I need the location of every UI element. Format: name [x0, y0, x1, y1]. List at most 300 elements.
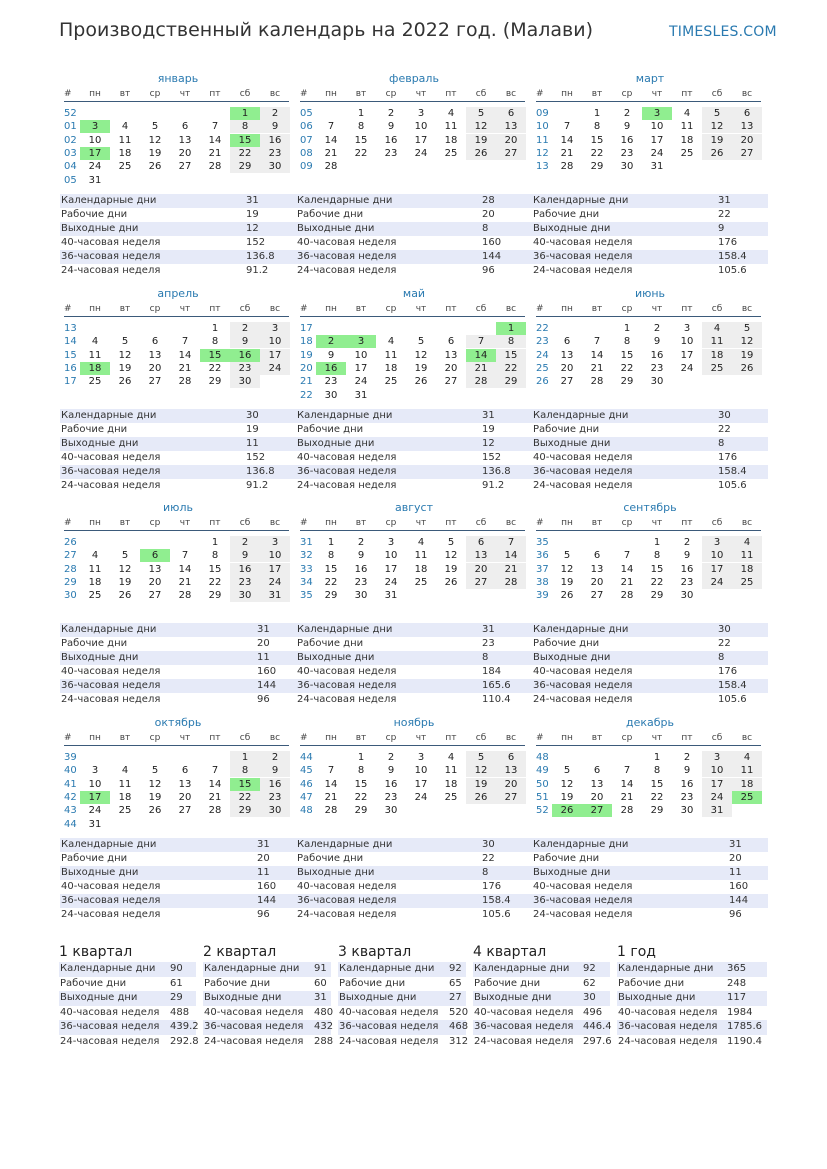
weekend-day-cell[interactable]: 18	[702, 349, 732, 362]
day-cell[interactable]: 3	[417, 752, 425, 763]
day-cell[interactable]: 19	[148, 791, 162, 803]
day-cell[interactable]: 30	[680, 590, 694, 602]
weekend-day-cell[interactable]: 21	[466, 362, 496, 375]
day-cell[interactable]: 4	[447, 752, 455, 763]
day-cell[interactable]: 16	[384, 778, 398, 790]
day-cell[interactable]: 8	[211, 550, 219, 562]
day-cell[interactable]: 1	[593, 108, 601, 119]
day-cell[interactable]: 10	[354, 349, 368, 361]
weekend-day-cell[interactable]: 10	[260, 549, 290, 562]
day-cell[interactable]: 23	[620, 147, 634, 159]
day-cell[interactable]: 4	[683, 108, 691, 119]
weekend-day-cell[interactable]: 12	[466, 120, 496, 133]
day-cell[interactable]: 1	[653, 537, 661, 548]
day-cell[interactable]: 22	[208, 576, 222, 588]
day-cell[interactable]: 28	[560, 161, 574, 173]
day-cell[interactable]: 30	[680, 805, 694, 817]
day-cell[interactable]: 21	[560, 147, 574, 159]
day-cell[interactable]: 13	[148, 349, 162, 361]
day-cell[interactable]: 23	[650, 362, 664, 374]
weekend-day-cell[interactable]: 31	[260, 589, 290, 602]
weekend-day-cell[interactable]: 4	[732, 751, 762, 764]
weekend-day-cell[interactable]: 5	[702, 107, 732, 120]
day-cell[interactable]: 24	[88, 161, 102, 173]
day-cell[interactable]: 13	[590, 563, 604, 575]
weekend-day-cell[interactable]: 27	[732, 147, 762, 160]
weekend-day-cell[interactable]: 6	[496, 107, 526, 120]
day-cell[interactable]: 12	[444, 550, 458, 562]
weekend-day-cell[interactable]: 27	[496, 791, 526, 804]
weekend-day-cell[interactable]: 20	[466, 563, 496, 576]
weekend-day-cell[interactable]: 25	[732, 576, 762, 589]
weekend-day-cell[interactable]: 1	[230, 751, 260, 764]
weekend-day-cell[interactable]: 26	[466, 147, 496, 160]
day-cell[interactable]: 2	[623, 108, 631, 119]
day-cell[interactable]: 10	[414, 121, 428, 133]
weekend-day-cell[interactable]: 19	[732, 349, 762, 362]
day-cell[interactable]: 21	[178, 362, 192, 374]
weekend-day-cell[interactable]: 9	[260, 120, 290, 133]
day-cell[interactable]: 6	[181, 765, 189, 777]
weekend-day-cell[interactable]: 23	[230, 362, 260, 375]
holiday-day-cell[interactable]: 3	[642, 107, 672, 120]
weekend-day-cell[interactable]: 7	[466, 335, 496, 348]
day-cell[interactable]: 30	[620, 161, 634, 173]
day-cell[interactable]: 4	[121, 765, 129, 777]
weekend-day-cell[interactable]: 26	[466, 791, 496, 804]
day-cell[interactable]: 13	[148, 563, 162, 575]
day-cell[interactable]: 27	[444, 376, 458, 388]
weekend-day-cell[interactable]: 2	[260, 107, 290, 120]
weekend-day-cell[interactable]: 17	[260, 349, 290, 362]
weekend-day-cell[interactable]: 14	[496, 549, 526, 562]
holiday-day-cell[interactable]: 27	[582, 804, 612, 817]
weekend-day-cell[interactable]: 22	[496, 362, 526, 375]
weekend-day-cell[interactable]: 16	[230, 563, 260, 576]
day-cell[interactable]: 10	[88, 778, 102, 790]
day-cell[interactable]: 14	[590, 349, 604, 361]
weekend-day-cell[interactable]: 7	[496, 536, 526, 549]
day-cell[interactable]: 31	[88, 818, 102, 830]
weekend-day-cell[interactable]: 18	[732, 563, 762, 576]
day-cell[interactable]: 4	[387, 336, 395, 348]
day-cell[interactable]: 23	[354, 576, 368, 588]
weekend-day-cell[interactable]: 9	[230, 335, 260, 348]
day-cell[interactable]: 6	[447, 336, 455, 348]
day-cell[interactable]: 7	[211, 765, 219, 777]
day-cell[interactable]: 7	[327, 765, 335, 777]
weekend-day-cell[interactable]: 5	[466, 751, 496, 764]
day-cell[interactable]: 10	[414, 765, 428, 777]
day-cell[interactable]: 17	[414, 134, 428, 146]
weekend-day-cell[interactable]: 19	[466, 778, 496, 791]
weekend-day-cell[interactable]: 15	[496, 349, 526, 362]
day-cell[interactable]: 18	[680, 134, 694, 146]
day-cell[interactable]: 19	[148, 147, 162, 159]
day-cell[interactable]: 8	[623, 336, 631, 348]
weekend-day-cell[interactable]: 30	[230, 589, 260, 602]
day-cell[interactable]: 9	[357, 550, 365, 562]
day-cell[interactable]: 5	[121, 550, 129, 562]
site-logo-link[interactable]: TIMESLES.COM	[669, 24, 777, 40]
day-cell[interactable]: 29	[354, 805, 368, 817]
day-cell[interactable]: 15	[354, 134, 368, 146]
day-cell[interactable]: 24	[88, 805, 102, 817]
holiday-day-cell[interactable]: 26	[552, 804, 582, 817]
holiday-day-cell[interactable]: 17	[80, 791, 110, 804]
weekend-day-cell[interactable]: 11	[702, 335, 732, 348]
day-cell[interactable]: 14	[324, 134, 338, 146]
weekend-day-cell[interactable]: 22	[230, 147, 260, 160]
day-cell[interactable]: 22	[208, 362, 222, 374]
day-cell[interactable]: 27	[560, 376, 574, 388]
day-cell[interactable]: 11	[680, 121, 694, 133]
day-cell[interactable]: 5	[563, 765, 571, 777]
day-cell[interactable]: 24	[354, 376, 368, 388]
weekend-day-cell[interactable]: 4	[702, 322, 732, 335]
day-cell[interactable]: 4	[91, 550, 99, 562]
day-cell[interactable]: 1	[211, 537, 219, 548]
day-cell[interactable]: 12	[148, 134, 162, 146]
weekend-day-cell[interactable]: 8	[496, 335, 526, 348]
day-cell[interactable]: 20	[148, 576, 162, 588]
day-cell[interactable]: 1	[653, 752, 661, 763]
day-cell[interactable]: 9	[683, 765, 691, 777]
day-cell[interactable]: 25	[88, 590, 102, 602]
day-cell[interactable]: 28	[590, 376, 604, 388]
day-cell[interactable]: 8	[653, 550, 661, 562]
day-cell[interactable]: 20	[560, 362, 574, 374]
day-cell[interactable]: 21	[620, 791, 634, 803]
day-cell[interactable]: 9	[387, 765, 395, 777]
day-cell[interactable]: 28	[324, 805, 338, 817]
day-cell[interactable]: 15	[324, 563, 338, 575]
day-cell[interactable]: 2	[683, 752, 691, 763]
day-cell[interactable]: 16	[620, 134, 634, 146]
day-cell[interactable]: 18	[88, 576, 102, 588]
day-cell[interactable]: 29	[650, 590, 664, 602]
weekend-day-cell[interactable]: 20	[496, 778, 526, 791]
weekend-day-cell[interactable]: 17	[702, 778, 732, 791]
day-cell[interactable]: 12	[560, 778, 574, 790]
weekend-day-cell[interactable]: 30	[260, 804, 290, 817]
day-cell[interactable]: 5	[151, 121, 159, 133]
weekend-day-cell[interactable]: 18	[732, 778, 762, 791]
day-cell[interactable]: 19	[444, 563, 458, 575]
day-cell[interactable]: 10	[384, 550, 398, 562]
weekend-day-cell[interactable]: 3	[702, 751, 732, 764]
day-cell[interactable]: 28	[178, 590, 192, 602]
weekend-day-cell[interactable]: 5	[466, 107, 496, 120]
day-cell[interactable]: 17	[680, 349, 694, 361]
weekend-day-cell[interactable]: 16	[260, 134, 290, 147]
day-cell[interactable]: 21	[324, 791, 338, 803]
day-cell[interactable]: 2	[653, 323, 661, 334]
day-cell[interactable]: 23	[680, 791, 694, 803]
day-cell[interactable]: 14	[178, 349, 192, 361]
weekend-day-cell[interactable]: 11	[732, 764, 762, 777]
day-cell[interactable]: 25	[118, 161, 132, 173]
day-cell[interactable]: 28	[208, 805, 222, 817]
weekend-day-cell[interactable]: 13	[496, 764, 526, 777]
day-cell[interactable]: 12	[560, 563, 574, 575]
weekend-day-cell[interactable]: 19	[702, 134, 732, 147]
day-cell[interactable]: 22	[650, 791, 664, 803]
weekend-day-cell[interactable]: 3	[702, 536, 732, 549]
weekend-day-cell[interactable]: 25	[702, 362, 732, 375]
day-cell[interactable]: 4	[417, 537, 425, 548]
holiday-day-cell[interactable]: 17	[80, 147, 110, 160]
day-cell[interactable]: 1	[357, 108, 365, 119]
day-cell[interactable]: 31	[88, 174, 102, 186]
day-cell[interactable]: 16	[650, 349, 664, 361]
day-cell[interactable]: 22	[354, 791, 368, 803]
weekend-day-cell[interactable]: 21	[496, 563, 526, 576]
day-cell[interactable]: 7	[563, 121, 571, 133]
day-cell[interactable]: 7	[181, 336, 189, 348]
weekend-day-cell[interactable]: 27	[496, 147, 526, 160]
day-cell[interactable]: 16	[354, 563, 368, 575]
day-cell[interactable]: 17	[354, 362, 368, 374]
weekend-day-cell[interactable]: 5	[732, 322, 762, 335]
day-cell[interactable]: 8	[327, 550, 335, 562]
holiday-day-cell[interactable]: 2	[316, 335, 346, 348]
day-cell[interactable]: 15	[590, 134, 604, 146]
day-cell[interactable]: 17	[384, 563, 398, 575]
day-cell[interactable]: 31	[384, 590, 398, 602]
day-cell[interactable]: 30	[650, 376, 664, 388]
day-cell[interactable]: 6	[181, 121, 189, 133]
day-cell[interactable]: 18	[118, 147, 132, 159]
day-cell[interactable]: 15	[354, 778, 368, 790]
day-cell[interactable]: 1	[327, 537, 335, 548]
day-cell[interactable]: 7	[623, 765, 631, 777]
weekend-day-cell[interactable]: 27	[466, 576, 496, 589]
day-cell[interactable]: 15	[208, 563, 222, 575]
day-cell[interactable]: 6	[593, 550, 601, 562]
day-cell[interactable]: 24	[680, 362, 694, 374]
day-cell[interactable]: 20	[590, 576, 604, 588]
day-cell[interactable]: 31	[650, 161, 664, 173]
day-cell[interactable]: 11	[444, 765, 458, 777]
day-cell[interactable]: 19	[118, 362, 132, 374]
holiday-day-cell[interactable]: 16	[316, 362, 346, 375]
day-cell[interactable]: 6	[593, 765, 601, 777]
day-cell[interactable]: 26	[414, 376, 428, 388]
holiday-day-cell[interactable]: 25	[732, 791, 762, 804]
holiday-day-cell[interactable]: 1	[496, 322, 526, 335]
weekend-day-cell[interactable]: 30	[260, 160, 290, 173]
day-cell[interactable]: 9	[327, 349, 335, 361]
day-cell[interactable]: 16	[384, 134, 398, 146]
day-cell[interactable]: 24	[384, 576, 398, 588]
day-cell[interactable]: 26	[148, 161, 162, 173]
day-cell[interactable]: 14	[178, 563, 192, 575]
day-cell[interactable]: 3	[91, 765, 99, 777]
day-cell[interactable]: 21	[208, 147, 222, 159]
day-cell[interactable]: 15	[620, 349, 634, 361]
day-cell[interactable]: 24	[414, 791, 428, 803]
day-cell[interactable]: 21	[590, 362, 604, 374]
holiday-day-cell[interactable]: 1	[230, 107, 260, 120]
day-cell[interactable]: 7	[327, 121, 335, 133]
day-cell[interactable]: 9	[683, 550, 691, 562]
weekend-day-cell[interactable]: 8	[230, 120, 260, 133]
day-cell[interactable]: 18	[444, 134, 458, 146]
day-cell[interactable]: 11	[118, 134, 132, 146]
day-cell[interactable]: 17	[650, 134, 664, 146]
day-cell[interactable]: 25	[444, 791, 458, 803]
day-cell[interactable]: 25	[444, 147, 458, 159]
weekend-day-cell[interactable]: 20	[732, 134, 762, 147]
day-cell[interactable]: 5	[563, 550, 571, 562]
weekend-day-cell[interactable]: 29	[230, 160, 260, 173]
day-cell[interactable]: 19	[414, 362, 428, 374]
day-cell[interactable]: 20	[444, 362, 458, 374]
day-cell[interactable]: 8	[593, 121, 601, 133]
weekend-day-cell[interactable]: 3	[260, 536, 290, 549]
day-cell[interactable]: 2	[387, 108, 395, 119]
weekend-day-cell[interactable]: 2	[230, 322, 260, 335]
holiday-day-cell[interactable]: 3	[346, 335, 376, 348]
day-cell[interactable]: 1	[357, 752, 365, 763]
weekend-day-cell[interactable]: 6	[466, 536, 496, 549]
weekend-day-cell[interactable]: 12	[732, 335, 762, 348]
day-cell[interactable]: 29	[208, 590, 222, 602]
day-cell[interactable]: 3	[683, 323, 691, 334]
day-cell[interactable]: 18	[118, 791, 132, 803]
day-cell[interactable]: 22	[650, 576, 664, 588]
day-cell[interactable]: 28	[178, 376, 192, 388]
day-cell[interactable]: 27	[178, 161, 192, 173]
day-cell[interactable]: 13	[444, 349, 458, 361]
weekend-day-cell[interactable]: 24	[702, 791, 732, 804]
day-cell[interactable]: 9	[387, 121, 395, 133]
day-cell[interactable]: 8	[653, 765, 661, 777]
day-cell[interactable]: 28	[620, 590, 634, 602]
day-cell[interactable]: 19	[560, 791, 574, 803]
weekend-day-cell[interactable]: 26	[732, 362, 762, 375]
day-cell[interactable]: 20	[590, 791, 604, 803]
weekend-day-cell[interactable]: 13	[732, 120, 762, 133]
day-cell[interactable]: 14	[208, 134, 222, 146]
day-cell[interactable]: 29	[620, 376, 634, 388]
holiday-day-cell[interactable]: 15	[200, 349, 230, 362]
day-cell[interactable]: 22	[620, 362, 634, 374]
day-cell[interactable]: 18	[444, 778, 458, 790]
weekend-day-cell[interactable]: 28	[466, 375, 496, 388]
weekend-day-cell[interactable]: 10	[260, 335, 290, 348]
holiday-day-cell[interactable]: 3	[80, 120, 110, 133]
day-cell[interactable]: 15	[650, 563, 664, 575]
weekend-day-cell[interactable]: 29	[496, 375, 526, 388]
day-cell[interactable]: 7	[211, 121, 219, 133]
weekend-day-cell[interactable]: 28	[496, 576, 526, 589]
weekend-day-cell[interactable]: 6	[496, 751, 526, 764]
day-cell[interactable]: 25	[118, 805, 132, 817]
day-cell[interactable]: 24	[414, 147, 428, 159]
day-cell[interactable]: 23	[680, 576, 694, 588]
day-cell[interactable]: 11	[414, 550, 428, 562]
day-cell[interactable]: 12	[414, 349, 428, 361]
day-cell[interactable]: 25	[414, 576, 428, 588]
day-cell[interactable]: 5	[151, 765, 159, 777]
day-cell[interactable]: 15	[650, 778, 664, 790]
day-cell[interactable]: 31	[354, 389, 368, 401]
weekend-day-cell[interactable]: 12	[702, 120, 732, 133]
weekend-day-cell[interactable]: 24	[260, 362, 290, 375]
day-cell[interactable]: 7	[623, 550, 631, 562]
weekend-day-cell[interactable]: 19	[466, 134, 496, 147]
day-cell[interactable]: 11	[384, 349, 398, 361]
day-cell[interactable]: 5	[447, 537, 455, 548]
weekend-day-cell[interactable]: 3	[260, 322, 290, 335]
weekend-day-cell[interactable]: 13	[466, 549, 496, 562]
day-cell[interactable]: 28	[620, 805, 634, 817]
day-cell[interactable]: 25	[88, 376, 102, 388]
weekend-day-cell[interactable]: 6	[732, 107, 762, 120]
day-cell[interactable]: 18	[384, 362, 398, 374]
day-cell[interactable]: 2	[387, 752, 395, 763]
day-cell[interactable]: 13	[178, 134, 192, 146]
weekend-day-cell[interactable]: 2	[230, 536, 260, 549]
day-cell[interactable]: 27	[148, 590, 162, 602]
holiday-day-cell[interactable]: 15	[230, 134, 260, 147]
weekend-day-cell[interactable]: 30	[230, 375, 260, 388]
day-cell[interactable]: 14	[560, 134, 574, 146]
day-cell[interactable]: 14	[620, 563, 634, 575]
day-cell[interactable]: 3	[417, 108, 425, 119]
day-cell[interactable]: 17	[414, 778, 428, 790]
day-cell[interactable]: 13	[560, 349, 574, 361]
day-cell[interactable]: 5	[121, 336, 129, 348]
weekend-day-cell[interactable]: 8	[230, 764, 260, 777]
day-cell[interactable]: 27	[178, 805, 192, 817]
day-cell[interactable]: 29	[208, 376, 222, 388]
day-cell[interactable]: 25	[680, 147, 694, 159]
day-cell[interactable]: 23	[384, 147, 398, 159]
weekend-day-cell[interactable]: 22	[230, 791, 260, 804]
weekend-day-cell[interactable]: 23	[260, 147, 290, 160]
weekend-day-cell[interactable]: 17	[260, 563, 290, 576]
holiday-day-cell[interactable]: 18	[80, 362, 110, 375]
day-cell[interactable]: 21	[620, 576, 634, 588]
day-cell[interactable]: 21	[178, 576, 192, 588]
weekend-day-cell[interactable]: 20	[496, 134, 526, 147]
day-cell[interactable]: 25	[384, 376, 398, 388]
holiday-day-cell[interactable]: 15	[230, 778, 260, 791]
day-cell[interactable]: 21	[208, 791, 222, 803]
day-cell[interactable]: 19	[560, 576, 574, 588]
day-cell[interactable]: 20	[178, 791, 192, 803]
day-cell[interactable]: 11	[118, 778, 132, 790]
weekend-day-cell[interactable]: 24	[260, 576, 290, 589]
day-cell[interactable]: 26	[118, 590, 132, 602]
holiday-day-cell[interactable]: 16	[230, 349, 260, 362]
day-cell[interactable]: 4	[91, 336, 99, 348]
day-cell[interactable]: 22	[324, 576, 338, 588]
weekend-day-cell[interactable]: 13	[496, 120, 526, 133]
weekend-day-cell[interactable]: 31	[702, 804, 732, 817]
day-cell[interactable]: 20	[148, 362, 162, 374]
weekend-day-cell[interactable]: 10	[702, 549, 732, 562]
weekend-day-cell[interactable]: 17	[702, 563, 732, 576]
day-cell[interactable]: 14	[324, 778, 338, 790]
day-cell[interactable]: 1	[211, 323, 219, 334]
day-cell[interactable]: 23	[324, 376, 338, 388]
day-cell[interactable]: 5	[417, 336, 425, 348]
weekend-day-cell[interactable]: 16	[260, 778, 290, 791]
